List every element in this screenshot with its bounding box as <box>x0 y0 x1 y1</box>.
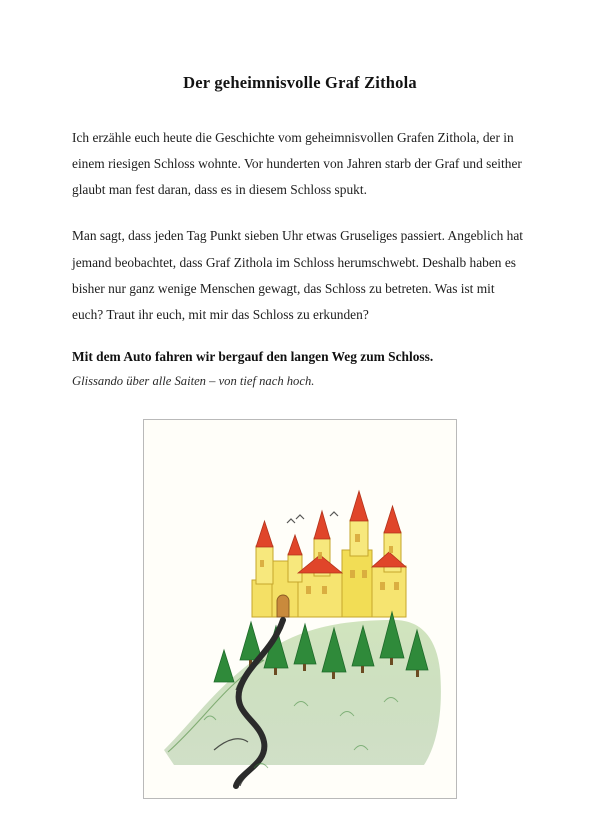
paragraph-1: Ich erzähle euch heute die Geschichte vom geheimnisvollen Grafen Zithola, der in einem riesigen Schloss wohnte. Vor hunderten von Jahren starb der Graf und seither glaubt man fest daran, dass es in diesem Schloss spukt. <box>72 130 522 198</box>
page-title: Der geheimnisvolle Graf Zithola <box>183 73 417 92</box>
birds-icon <box>287 512 338 523</box>
instruction-subline: Glissando über alle Saiten – von tief nach hoch. <box>72 373 315 388</box>
body-text <box>72 125 528 328</box>
paragraph-2: Man sagt, dass jeden Tag Punkt sieben Uhr etwas Gruseliges passiert. Angeblich hat jemand beobachtet, dass Graf Zithola im Schloss herumschwebt. Deshalb haben es bisher nur ganz wenige Menschen gewagt, das Schloss zu betreten. Was ist mit euch? Traut ihr euch, mit mir das Schloss zu erkunden? <box>72 228 524 322</box>
castle-on-hill-drawing <box>143 419 457 799</box>
illustration-container <box>72 419 528 799</box>
instruction-line: Mit dem Auto fahren wir bergauf den langen Weg zum Schloss. <box>72 348 434 364</box>
castle-shape <box>252 491 406 617</box>
